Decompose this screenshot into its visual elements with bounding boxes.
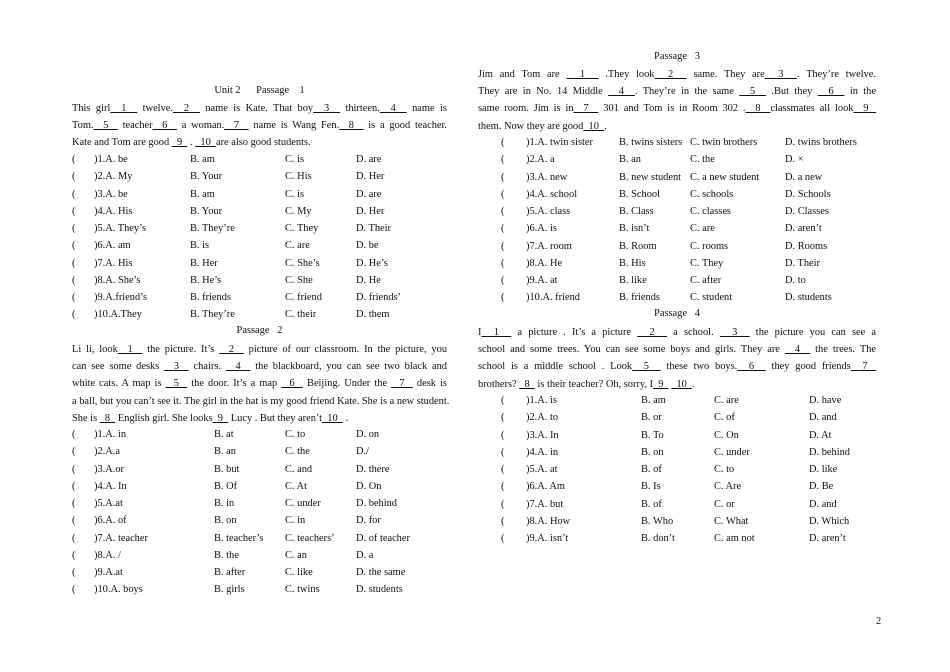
question-option: D. Schools	[785, 188, 831, 200]
question-option: C. What	[714, 515, 749, 527]
answer-bracket: (	[501, 257, 505, 269]
page-number: 2	[876, 616, 882, 627]
question-option: B. like	[619, 275, 647, 286]
passage-3-text	[478, 66, 876, 135]
question-option: B. Class	[619, 206, 654, 217]
question-option: B. He’s	[190, 274, 222, 286]
question-option: B. Your	[190, 205, 223, 217]
question-option: D. a	[356, 549, 374, 561]
question-option: B. Of	[214, 480, 238, 492]
question-option: B. Room	[619, 240, 657, 252]
question-option: )3.A. In	[526, 429, 559, 441]
question-option: C. like	[285, 567, 313, 578]
passage-2-line: white cats. A map is 5 the door. It’s a map 6 Beijing. Under the 7 desk is	[72, 378, 447, 390]
passage-2-line: Li li, look 1 the picture. It’s 2 picture of our classroom. In the picture, you	[72, 344, 448, 355]
question-option: B. teacher’s	[214, 532, 264, 544]
passage-3-line: same room. Jim is in 7 301 and Tom is in Room 302 . 8 classmates all look 9	[478, 103, 876, 115]
question-option: D. aren’t	[809, 533, 846, 544]
answer-bracket: (	[501, 533, 505, 544]
question-option: D. At	[809, 429, 832, 441]
question-option: D. and	[809, 498, 837, 510]
question-option: B. To	[641, 429, 664, 441]
question-option: D. are	[356, 188, 382, 200]
question-option: C. is	[285, 188, 305, 200]
question-option: C. schools	[690, 188, 734, 200]
answer-bracket: (	[72, 498, 76, 509]
passage-4-title: Passage 4	[654, 308, 700, 319]
answer-bracket: (	[72, 223, 76, 234]
question-option: D. He	[356, 274, 381, 286]
question-option: C. am not	[714, 533, 755, 544]
question-option: D. behind	[809, 446, 850, 458]
question-option: B. after	[214, 567, 246, 578]
question-option: D. students	[356, 584, 403, 596]
question-option: B. Her	[190, 257, 218, 269]
question-option: )9.A.at	[94, 567, 123, 578]
question-option: C. friend	[285, 292, 322, 303]
passage-4-text	[478, 324, 876, 393]
passage-2-text	[72, 341, 450, 427]
question-option: C. after	[690, 275, 722, 286]
answer-bracket: (	[501, 481, 505, 493]
question-option: B. girls	[214, 584, 245, 596]
question-option: B. His	[619, 257, 646, 269]
question-option: )7.A. room	[526, 240, 572, 252]
question-option: B. or	[641, 412, 662, 424]
question-option: B. isn’t	[619, 223, 650, 235]
question-option: B. in	[214, 498, 235, 509]
passage-1-line: This girl 1 twelve. 2 name is Kate. That boy 3 thirteen. 4 name is	[72, 103, 447, 114]
question-option: B. don’t	[641, 533, 675, 544]
answer-bracket: (	[72, 429, 76, 440]
answer-bracket: (	[72, 532, 76, 544]
question-option: D. He’s	[356, 257, 388, 269]
question-option: C. rooms	[690, 240, 729, 252]
question-option: B. twins sisters	[619, 137, 683, 148]
question-option: )10.A.They	[94, 309, 142, 321]
answer-bracket: (	[72, 154, 76, 165]
passage-2-line: She is 8 English girl. She looks 9 Lucy . But they aren’t 10 .	[72, 412, 349, 424]
question-option: C. the	[690, 154, 715, 166]
question-option: )2.A. to	[526, 412, 559, 424]
question-option: D. Their	[356, 223, 392, 234]
question-option: )6.A. of	[94, 515, 127, 527]
answer-bracket: (	[72, 446, 76, 458]
question-option: D. Their	[785, 257, 821, 269]
question-option: C. to	[285, 429, 306, 440]
passage-2-title: Passage 2	[236, 325, 283, 336]
question-option: D. on	[356, 429, 380, 440]
question-option: D. the same	[356, 567, 406, 578]
answer-bracket: (	[501, 412, 505, 424]
question-option: C. an	[285, 549, 307, 561]
question-option: D. like	[809, 464, 838, 475]
question-option: )4.A. school	[526, 188, 578, 200]
question-option: B. an	[619, 154, 641, 166]
question-option: D. Classes	[785, 206, 829, 217]
question-option: )2.A. a	[526, 154, 555, 166]
question-option: D. to	[785, 275, 806, 286]
passage-3-line: them. Now they are good 10 .	[478, 120, 607, 132]
question-option: )8.A. She’s	[94, 274, 141, 286]
question-option: B. at	[214, 429, 234, 440]
passage-1-text	[72, 100, 447, 152]
question-option: B. new student	[619, 171, 682, 183]
question-option: D. for	[356, 515, 381, 527]
question-option: C. They	[285, 223, 319, 234]
question-option: )7.A. but	[526, 498, 564, 510]
question-option: B. School	[619, 188, 660, 200]
question-option: )10.A. friend	[526, 292, 580, 304]
question-option: )8.A. How	[526, 515, 571, 527]
passage-1-title: Unit 2 Passage 1	[214, 85, 305, 96]
question-option: )9.A. at	[526, 275, 558, 286]
question-option: C. twins	[285, 584, 320, 596]
question-option: D. and	[809, 412, 837, 424]
question-option: D. be	[356, 240, 379, 252]
question-option: C. His	[285, 171, 312, 183]
question-option: D. ×	[785, 154, 804, 166]
question-option: )3.A. new	[526, 171, 568, 183]
passage-4-line: school is a middle school . Look 5 these two boys. 6 they good friends 7	[478, 361, 876, 373]
question-option: )8.A. He	[526, 257, 563, 269]
question-option: D. Rooms	[785, 240, 828, 252]
question-option: D. Her	[356, 205, 385, 217]
question-option: C. student	[690, 292, 733, 304]
question-option: C. or	[714, 498, 735, 510]
question-option: C. their	[285, 309, 317, 321]
question-option: C. She	[285, 274, 313, 286]
question-option: B. am	[190, 188, 215, 200]
answer-bracket: (	[501, 275, 505, 286]
question-option: )2.A. My	[94, 171, 133, 183]
question-option: D. have	[809, 395, 842, 406]
question-option: )1.A. in	[94, 429, 127, 440]
question-option: C. under	[285, 498, 321, 509]
question-option: C. My	[285, 205, 312, 217]
answer-bracket: (	[72, 309, 76, 321]
question-option: )9.A. isn’t	[526, 533, 569, 544]
answer-bracket: (	[72, 257, 76, 269]
question-option: C. are	[690, 223, 715, 235]
question-option: B. They’re	[190, 309, 235, 321]
question-option: )5.A. at	[526, 464, 558, 475]
answer-bracket: (	[501, 171, 505, 183]
answer-bracket: (	[501, 223, 505, 235]
answer-bracket: (	[72, 515, 76, 527]
question-option: C. in	[285, 515, 306, 527]
question-option: D. them	[356, 309, 390, 321]
question-option: )1.A. be	[94, 154, 128, 165]
question-option: D. twins brothers	[785, 137, 857, 148]
answer-bracket: (	[501, 154, 505, 166]
passage-4-line: brothers? 8 is their teacher? Oh, sorry, I 9 10 .	[478, 378, 695, 390]
question-option: )4.A. in	[526, 446, 559, 458]
question-option: D. friends’	[356, 292, 402, 303]
passage-2-line: can see some desks 3 chairs. 4 the blackboard, you can see two black and	[72, 361, 447, 373]
question-option: D. are	[356, 154, 382, 165]
answer-bracket: (	[501, 395, 505, 406]
question-option: B. is	[190, 240, 210, 252]
question-option: D. students	[785, 292, 832, 304]
question-option: )3.A. be	[94, 188, 128, 200]
question-option: D. aren’t	[785, 223, 822, 235]
answer-bracket: (	[72, 240, 76, 252]
passage-4-line: I 1 a picture . It’s a picture 2 a school. 3 the picture you can see a	[478, 327, 877, 338]
passage-4-line: school and some trees. You can see some boys and girls. They are 4 the trees. The	[478, 344, 876, 356]
answer-bracket: (	[72, 188, 76, 200]
question-option: B. They’re	[190, 223, 235, 234]
question-option: B. of	[641, 498, 662, 510]
question-option: C. At	[285, 480, 307, 492]
question-option: C. are	[714, 395, 739, 406]
question-option: B. Your	[190, 171, 223, 183]
answer-bracket: (	[72, 584, 76, 596]
question-option: )6.A. Am	[526, 481, 565, 493]
question-option: C. to	[714, 464, 735, 475]
answer-bracket: (	[501, 464, 505, 475]
question-option: )4.A. In	[94, 480, 127, 492]
question-option: B. friends	[619, 292, 660, 304]
question-option: D. of teacher	[356, 532, 410, 544]
answer-bracket: (	[72, 205, 76, 217]
question-option: C. are	[285, 240, 310, 252]
answer-bracket: (	[501, 240, 505, 252]
question-option: C. classes	[690, 206, 731, 217]
answer-bracket: (	[501, 137, 505, 148]
passage-3-line: Jim and Tom are 1 .They look 2 same. They are 3 . They’re twelve.	[478, 69, 876, 80]
question-option: )9.A.friend’s	[94, 292, 148, 303]
answer-bracket: (	[72, 292, 76, 303]
question-option: )4.A. His	[94, 205, 133, 217]
question-option: )5.A.at	[94, 498, 123, 509]
question-option: C. of	[714, 412, 735, 424]
question-option: C. They	[690, 257, 724, 269]
question-option: B. on	[641, 446, 664, 458]
question-option: C. under	[714, 446, 750, 458]
passage-3-title: Passage 3	[654, 51, 700, 62]
question-option: )10.A. boys	[94, 584, 143, 596]
answer-bracket: (	[501, 188, 505, 200]
question-option: B. of	[641, 464, 662, 475]
answer-bracket: (	[501, 429, 505, 441]
answer-bracket: (	[72, 274, 76, 286]
question-option: D. behind	[356, 498, 397, 509]
question-option: )1.A. is	[526, 395, 557, 406]
answer-bracket: (	[501, 446, 505, 458]
question-option: D. Her	[356, 171, 385, 183]
question-option: )6.A. is	[526, 223, 557, 235]
question-option: D./	[356, 446, 369, 458]
answer-bracket: (	[72, 549, 76, 561]
question-option: )5.A. They’s	[94, 223, 147, 234]
question-option: C. twin brothers	[690, 137, 758, 148]
question-option: B. but	[214, 463, 240, 475]
question-option: D. a new	[785, 171, 823, 183]
answer-bracket: (	[72, 480, 76, 492]
question-option: C. On	[714, 429, 739, 441]
question-option: )1.A. twin sister	[526, 137, 593, 148]
answer-bracket: (	[501, 515, 505, 527]
question-option: C. teachers’	[285, 532, 335, 544]
answer-bracket: (	[72, 171, 76, 183]
passage-1-line: Tom. 5 teacher 6 a woman. 7 name is Wang Fen. 8 is a good teacher.	[72, 120, 447, 132]
answer-bracket: (	[501, 498, 505, 510]
passage-1-line: Kate and Tom are good 9 . 10 are also good students.	[72, 137, 311, 149]
question-option: C. She’s	[285, 257, 320, 269]
answer-bracket: (	[72, 567, 76, 578]
question-option: B. the	[214, 549, 239, 561]
passage-2-line: a ball, but you can’t see it. The girl in the hat is my good friend Kate. She is a new student.	[72, 395, 450, 407]
question-option: C. the	[285, 446, 310, 458]
question-option: B. Is	[641, 481, 661, 493]
question-option: D. there	[356, 463, 390, 475]
question-option: C. a new student	[690, 171, 760, 183]
question-option: C. and	[285, 463, 313, 475]
question-option: D. On	[356, 480, 382, 492]
question-option: )6.A. am	[94, 240, 131, 252]
question-option: B. an	[214, 446, 236, 458]
question-option: C. is	[285, 154, 305, 165]
answer-bracket: (	[501, 292, 505, 304]
question-option: B. on	[214, 515, 237, 527]
question-option: )8.A. /	[94, 549, 121, 561]
passage-3-line: They are in No. 14 Middle 4 . They’re in the same 5 .But they 6 in the	[478, 86, 876, 98]
answer-bracket: (	[72, 463, 76, 475]
question-option: )7.A. His	[94, 257, 133, 269]
question-option: )7.A. teacher	[94, 532, 148, 544]
question-option: B. am	[190, 154, 215, 165]
question-option: B. friends	[190, 292, 231, 303]
question-option: B. Who	[641, 515, 674, 527]
answer-bracket: (	[501, 206, 505, 217]
question-option: D. Which	[809, 515, 850, 527]
question-option: )5.A. class	[526, 206, 571, 217]
question-option: D. Be	[809, 481, 834, 493]
question-option: )2.A.a	[94, 446, 120, 458]
question-option: C. Are	[714, 481, 742, 493]
question-option: B. am	[641, 395, 666, 406]
question-option: )3.A.or	[94, 463, 125, 475]
